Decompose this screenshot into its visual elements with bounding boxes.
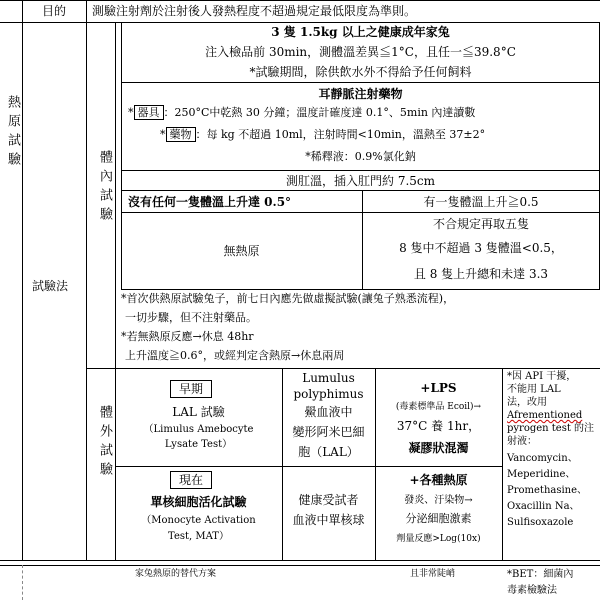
- api-note-2: 不能用 LAL: [507, 384, 561, 395]
- purpose-label: 目的: [41, 4, 66, 18]
- footer-col1: 家兔熱原的替代方案: [135, 569, 217, 579]
- instrument-label: 器具: [134, 105, 164, 120]
- note4: 上升溫度≧0.6°，或經判定含熱原→休息兩周: [125, 349, 345, 362]
- in-vitro-label: 體外試驗: [97, 405, 112, 481]
- footer-col2: 且非常陡峭: [410, 569, 456, 579]
- pyro-line2: 分泌細胞激素: [405, 512, 472, 525]
- injection-title: 耳靜脈注射藥物: [318, 87, 403, 101]
- instrument-line: * 器具 ：250°C中乾熱 30 分鐘；溫度計確度達 0.1°、5min 內達讀數: [128, 106, 476, 119]
- rabbit-line1: 注入檢品前 30min，測體溫差異≦1°C，且任一≦39.8°C: [205, 45, 516, 59]
- mat-title: 單核細胞活化試驗: [150, 495, 247, 509]
- section-name: 熱原試驗: [5, 95, 20, 171]
- right-result-2: 8 隻中不超過 3 隻體溫<0.5，: [399, 241, 563, 255]
- api-drug-0: Vancomycin、: [507, 453, 578, 464]
- drug-label: 藥物: [166, 127, 196, 142]
- temp-measure: 測肛溫，插入肛門約 7.5cm: [286, 174, 435, 188]
- api-note-3: 法，改用: [507, 397, 547, 408]
- diluent: *稀釋液：0.9%氯化鈉: [305, 150, 416, 163]
- pyro-title: +各種熱原: [409, 473, 468, 487]
- now-label: 現在: [170, 471, 212, 489]
- lal-sub1: （Limulus Amebocyte: [143, 424, 254, 435]
- purpose-text: 測驗注射劑於注射後人發熱程度不超過規定最低限度為準則。: [92, 4, 417, 18]
- lps-title: +LPS: [420, 381, 457, 395]
- pyro-sub: 發炎、汙染物→: [404, 495, 473, 506]
- lps-sub: (毒素標準品 Ecoil)→: [395, 402, 482, 412]
- in-vivo-label: 體內試驗: [97, 150, 112, 226]
- api-note-5: pyrogen test 的注: [507, 423, 595, 434]
- instrument-text: ：250°C中乾熱 30 分鐘；溫度計確度達 0.1°、5min 內達讀數: [163, 106, 476, 119]
- note2: 一切步驟，但不注射藥品。: [125, 311, 257, 324]
- mat-sub1: （Monocyte Activation: [141, 515, 256, 526]
- method-label: 試驗法: [32, 279, 69, 293]
- lps-line3: 凝膠狀混濁: [408, 441, 469, 455]
- right-result-3: 且 8 隻上升總和未達 3.3: [413, 267, 549, 281]
- note3: *若無熱原反應→休息 48hr: [121, 330, 254, 343]
- left-result: 無熱原: [223, 244, 260, 258]
- footer-col3-1: *BET：細菌內: [507, 569, 574, 580]
- note1: *首次供熱原試驗兔子，前七日內應先做虛擬試驗(讓兔子熟悉流程)，: [121, 292, 455, 305]
- limulus-4: 變形阿米巴細: [292, 425, 365, 439]
- api-note-4: Afrementioned: [507, 410, 583, 421]
- limulus-3: 鱟血液中: [304, 405, 353, 419]
- lps-line2: 37°C 養 1hr，: [396, 419, 481, 433]
- api-drug-1: Meperidine、: [507, 469, 576, 480]
- drug-text: ：每 kg 不超過 10ml，注射時間<10min，溫熱至 37±2°: [195, 128, 486, 141]
- rabbit-title: 3 隻 1.5kg 以上之健康成年家兔: [271, 25, 450, 39]
- api-note-1: *因 API 干擾，: [507, 371, 577, 382]
- lal-sub2: Lysate Test）: [164, 439, 233, 450]
- limulus-5: 胞（LAL）: [298, 445, 359, 459]
- lal-title: LAL 試驗: [172, 405, 225, 419]
- api-drug-4: Sulfisoxazole: [507, 517, 574, 528]
- rabbit-line2: *試驗期間，除供飲水外不得給予任何飼料: [249, 65, 472, 79]
- early-label: 早期: [170, 380, 212, 398]
- api-note-6: 射液：: [507, 436, 537, 447]
- limulus-1: Lumulus: [302, 371, 355, 385]
- right-result-1: 不合規定再取五隻: [432, 217, 529, 231]
- pyro-line3: 劑量反應>Log(10x): [396, 534, 481, 544]
- footer-col3-2: 毒素檢驗法: [507, 585, 557, 596]
- left-result-title: 沒有任何一隻體溫上升達 0.5°: [128, 195, 292, 209]
- api-drug-2: Promethasine、: [507, 485, 588, 496]
- drug-line: * 藥物 ：每 kg 不超過 10ml，注射時間<10min，溫熱至 37±2°: [160, 128, 486, 141]
- api-drug-3: Oxacillin Na、: [507, 501, 580, 512]
- api-note: [507, 370, 599, 529]
- limulus-2: polyphimus: [293, 387, 364, 401]
- blood-1: 健康受試者: [298, 493, 359, 507]
- right-result-title: 有一隻體溫上升≧0.5: [423, 195, 539, 209]
- mat-sub2: Test, MAT）: [168, 531, 229, 542]
- blood-2: 血液中單核球: [292, 513, 365, 527]
